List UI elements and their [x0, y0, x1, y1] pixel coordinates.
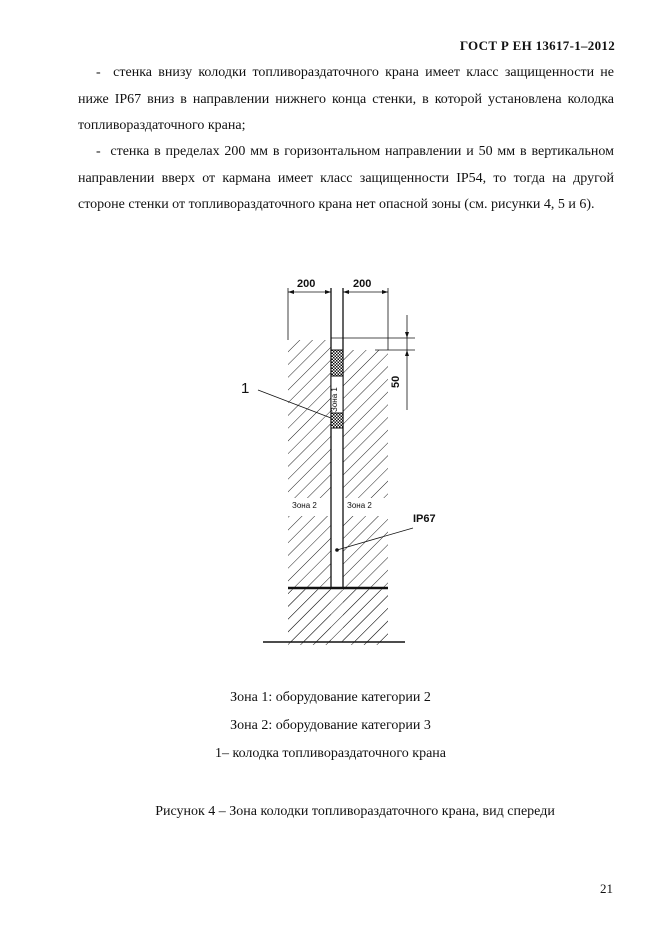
nozzle-holder-top	[331, 350, 343, 376]
zone-1-label: Зона 1	[330, 387, 339, 412]
bullet-dash: -	[96, 65, 101, 80]
dim-label-right: 200	[353, 278, 372, 290]
page-number: 21	[600, 881, 613, 896]
zone-2-left-label: Зона 2	[292, 501, 317, 510]
legend-zone-2: Зона 2: оборудование категории 3	[230, 718, 431, 733]
legend-callout-1: 1– колодка топливораздаточного крана	[214, 746, 447, 761]
legend-zone-1: Зона 1: оборудование категории 2	[230, 690, 431, 705]
figure-4-drawing	[241, 270, 436, 660]
bullet-dash: -	[96, 144, 101, 159]
paragraph-1-text: стенка внизу колодки топливораздаточного крана имеет класс защищенности не ниже IP67 вниз в направлении нижнего конца стенки, в которой установлена колодка топливораздаточного крана;	[78, 65, 615, 133]
callout-1-label: 1	[241, 380, 250, 397]
document-code-header: ГОСТ Р ЕН 13617-1–2012	[459, 38, 615, 53]
pump-nozzle-zone-diagram	[255, 270, 425, 660]
paragraph-1	[78, 60, 614, 140]
paragraph-2-text: стенка в пределах 200 мм в горизонтальном направлении и 50 мм в вертикальном направлении вверх от кармана имеет класс защищенности IP54, то тогда на другой стороне стенки от топливораздаточного крана нет опасной зоны (см. рисунки 4, 5 и 6).	[78, 144, 615, 212]
dim-label-vertical: 50	[390, 375, 402, 388]
figure-title: Рисунок 4 – Зона колодки топливораздаточного крана, вид спереди	[155, 804, 555, 819]
paragraph-2	[78, 139, 614, 219]
dim-label-left: 200	[297, 278, 316, 290]
zone-2-right-label: Зона 2	[347, 501, 372, 510]
nozzle-holder-bottom	[331, 413, 343, 428]
ip67-label: IP67	[413, 513, 436, 525]
